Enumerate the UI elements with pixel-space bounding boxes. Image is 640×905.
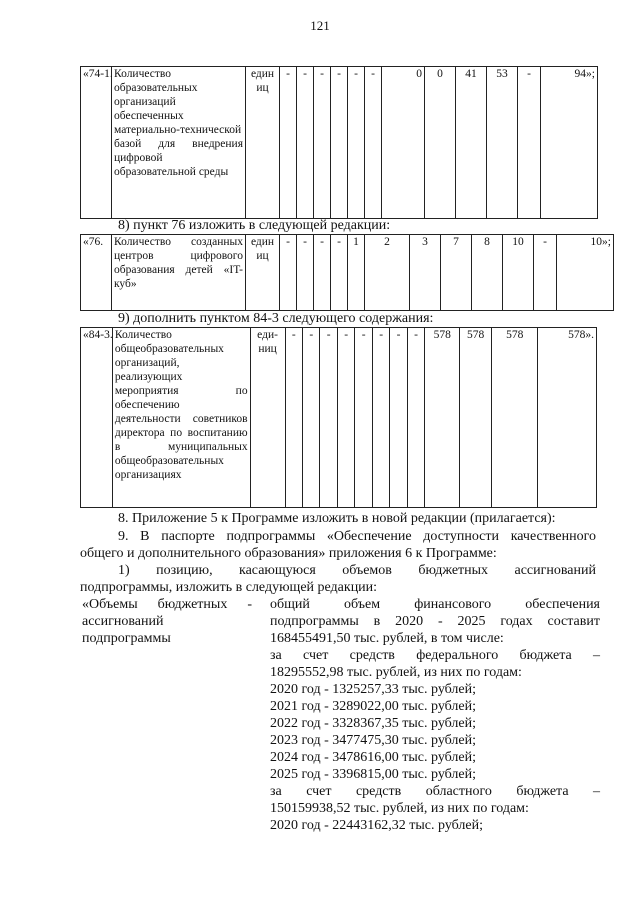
value-cell: 7 (441, 235, 472, 311)
budget-line: 168455491,50 тыс. рублей, в том числе: (270, 631, 504, 646)
unit-cell: един иц (246, 235, 280, 311)
value-cell: - (337, 328, 354, 508)
value-cell: - (365, 67, 382, 219)
value-cell: 578 (492, 328, 538, 508)
value-cell: - (320, 328, 337, 508)
budget-line: 2020 год - 1325257,33 тыс. рублей; (270, 682, 477, 697)
paragraph-9-line-2: общего и дополнительного образования» приложения 6 к Программе: (80, 546, 497, 561)
value-cell: 578». (538, 328, 597, 508)
budget-line: 2022 год - 3328367,35 тыс. рублей; (270, 716, 477, 731)
page-number: 121 (310, 18, 330, 33)
paragraph-1-line-1: 1) позицию, касающуюся объемов бюджетных ассигнований (118, 563, 596, 578)
unit-cell: еди-ниц (250, 328, 285, 508)
budget-line: за счет средств федерального бюджета – (270, 648, 600, 663)
budget-label-line: «Объемы бюджетных - (82, 597, 252, 612)
value-cell: 0 (425, 67, 456, 219)
paragraph-8: 8. Приложение 5 к Программе изложить в новой редакции (прилагается): (118, 511, 556, 526)
value-cell: - (372, 328, 389, 508)
value-cell: 10 (503, 235, 534, 311)
indicator-table-76 (80, 234, 614, 311)
value-cell: - (355, 328, 372, 508)
heading-item-8: 8) пункт 76 изложить в следующей редакции: (118, 218, 391, 233)
value-cell: 2 (365, 235, 410, 311)
value-cell: - (518, 67, 541, 219)
budget-line: 2020 год - 22443162,32 тыс. рублей; (270, 818, 484, 833)
budget-line: 2025 год - 3396815,00 тыс. рублей; (270, 767, 477, 782)
value-cell: - (314, 235, 331, 311)
paragraph-9-line-1: 9. В паспорте подпрограммы «Обеспечение доступности качественного (118, 529, 596, 544)
budget-line: 18295552,98 тыс. рублей, из них по годам: (270, 665, 522, 680)
budget-line: 2021 год - 3289022,00 тыс. рублей; (270, 699, 477, 714)
value-cell: - (348, 67, 365, 219)
value-cell: 3 (410, 235, 441, 311)
value-cell: 0 (382, 67, 425, 219)
value-cell: - (407, 328, 424, 508)
value-cell: - (314, 67, 331, 219)
budget-label-line: ассигнований (82, 614, 164, 629)
table-row (81, 235, 614, 311)
indicator-name: Количество созданных центров цифрового образования детей «IT-куб» (112, 235, 246, 311)
budget-line: за счет средств областного бюджета – (270, 784, 600, 799)
indicator-table-84-3 (80, 327, 597, 508)
row-number: «74-1. (81, 67, 112, 219)
row-number: «76. (81, 235, 112, 311)
value-cell: - (285, 328, 302, 508)
value-cell: - (331, 67, 348, 219)
value-cell: - (280, 235, 297, 311)
value-cell: - (280, 67, 297, 219)
value-cell: - (331, 235, 348, 311)
budget-line: 2023 год - 3477475,30 тыс. рублей; (270, 733, 477, 748)
budget-line: подпрограммы в 2020 - 2025 годах составит (270, 614, 600, 629)
value-cell: 578 (425, 328, 460, 508)
value-cell: 10»; (557, 235, 614, 311)
budget-label-line: подпрограммы (82, 631, 171, 646)
budget-label (82, 596, 252, 647)
indicator-name: Количество общеобразовательных организаций, реализующих мероприятия по обеспечению деятельности советников директора по воспитанию в муниципальных общеобразовательных организациях (112, 328, 250, 508)
table-row (81, 67, 598, 219)
value-cell: - (303, 328, 320, 508)
value-cell: - (390, 328, 407, 508)
value-cell: 41 (456, 67, 487, 219)
value-cell: 8 (472, 235, 503, 311)
value-cell: 53 (487, 67, 518, 219)
budget-line: общий объем финансового обеспечения (270, 597, 600, 612)
table-row (81, 328, 597, 508)
value-cell: 1 (348, 235, 365, 311)
row-number: «84-3. (81, 328, 113, 508)
indicator-table-74-1 (80, 66, 598, 219)
budget-values (270, 596, 600, 834)
budget-line: 150159938,52 тыс. рублей, из них по годам: (270, 801, 529, 816)
heading-item-9: 9) дополнить пунктом 84-3 следующего содержания: (118, 311, 434, 326)
value-cell: 578 (460, 328, 492, 508)
value-cell: 94»; (541, 67, 598, 219)
paragraph-1-line-2: подпрограммы, изложить в следующей редакции: (80, 580, 378, 595)
unit-cell: един иц (246, 67, 280, 219)
value-cell: - (297, 235, 314, 311)
budget-line: 2024 год - 3478616,00 тыс. рублей; (270, 750, 477, 765)
value-cell: - (534, 235, 557, 311)
indicator-name: Количество образовательных организаций обеспеченных материально-технической базой для внедрения цифровой образовательной среды (112, 67, 246, 219)
value-cell: - (297, 67, 314, 219)
